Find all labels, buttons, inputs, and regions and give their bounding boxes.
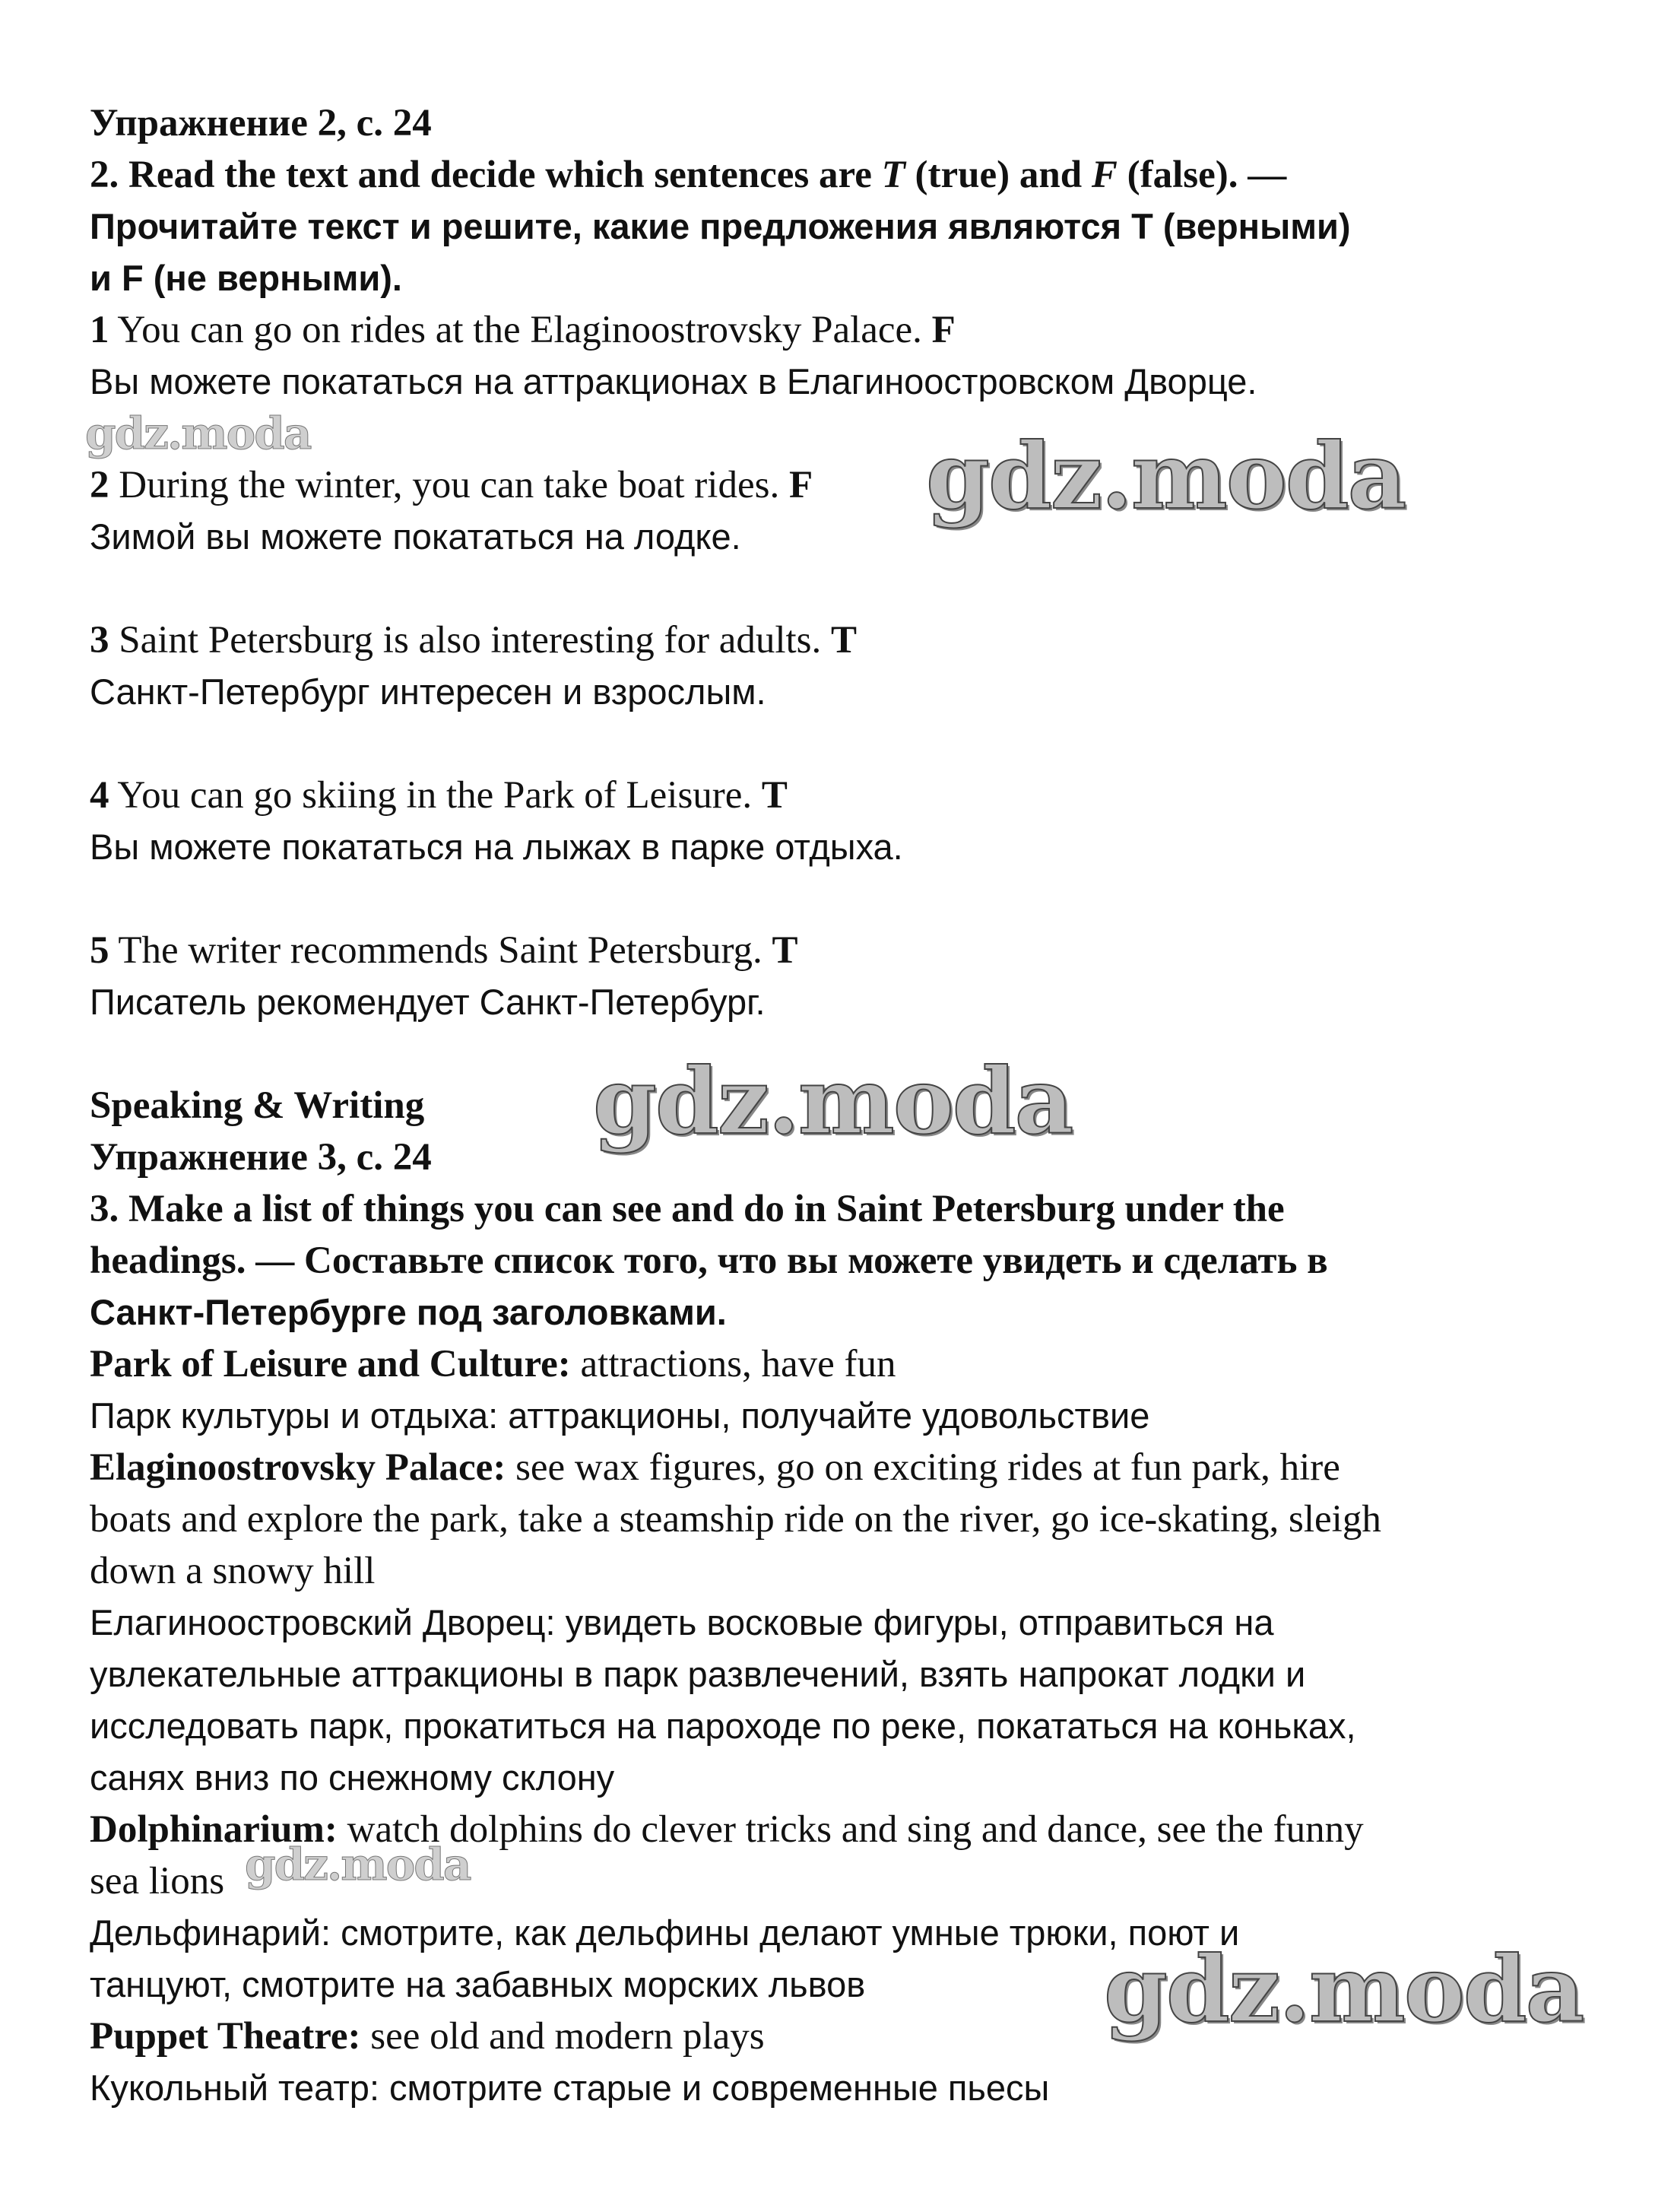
statement-5: 5 The writer recommends Saint Petersburg. T: [90, 929, 798, 972]
palace-entry: down a snowy hill: [90, 1550, 376, 1592]
watermark-logo: gdz.moda: [1104, 1936, 1584, 2043]
puppet-theatre-entry-translation: Кукольный театр: смотрите старые и современные пьесы: [90, 2068, 1050, 2108]
park-entry: Park of Leisure and Culture: attractions, have fun: [90, 1343, 896, 1385]
palace-entry-translation: увлекательные аттракционы в парк развлечений, взять напрокат лодки и: [90, 1654, 1306, 1694]
watermark-logo: gdz.moda: [926, 423, 1406, 530]
exercise-3-task: headings. — Составьте список того, что вы можете увидеть и сделать в: [90, 1239, 1328, 1282]
exercise-2-heading: Упражнение 2, с. 24: [90, 102, 432, 144]
watermark-logo: gdz.moda: [245, 1839, 471, 1890]
answer-badge: T: [761, 774, 788, 817]
palace-entry-translation: Елагиноостровский Дворец: увидеть восковые фигуры, отправиться на: [90, 1602, 1274, 1642]
palace-entry-translation: санях вниз по снежному склону: [90, 1757, 615, 1798]
watermark-logo: gdz.moda: [85, 408, 311, 459]
answer-badge: F: [931, 309, 956, 351]
dolphinarium-entry: sea lions: [90, 1860, 225, 1903]
statement-1-translation: Вы можете покататься на аттракционах в Елагиноостровском Дворце.: [90, 361, 1257, 401]
exercise-2-task: 2. Read the text and decide which sentences are T (true) and F (false). —: [90, 154, 1287, 196]
statement-5-translation: Писатель рекомендует Санкт-Петербург.: [90, 982, 766, 1022]
statement-2-translation: Зимой вы можете покататься на лодке.: [90, 516, 741, 557]
answer-badge: T: [772, 929, 798, 972]
dolphinarium-entry-translation: танцуют, смотрите на забавных морских львов: [90, 1964, 866, 2004]
statement-1: 1 You can go on rides at the Elaginoostrovsky Palace. F: [90, 309, 956, 351]
dolphinarium-entry-translation: Дельфинарий: смотрите, как дельфины делают умные трюки, поют и: [90, 1912, 1240, 1953]
exercise-2-task-ru: Прочитайте текст и решите, какие предложения являются T (верными): [90, 206, 1351, 246]
statement-4: 4 You can go skiing in the Park of Leisure. T: [90, 774, 788, 817]
exercise-2-task-ru: и F (не верными).: [90, 258, 402, 298]
statement-4-translation: Вы можете покататься на лыжах в парке отдыха.: [90, 827, 903, 867]
answer-badge: T: [831, 619, 858, 662]
exercise-3-task: 3. Make a list of things you can see and do in Saint Petersburg under the: [90, 1188, 1285, 1230]
park-entry-translation: Парк культуры и отдыха: аттракционы, получайте удовольствие: [90, 1395, 1150, 1436]
palace-entry: Elaginoostrovsky Palace: see wax figures, go on exciting rides at fun park, hire: [90, 1446, 1340, 1489]
palace-entry: boats and explore the park, take a steamship ride on the river, go ice-skating, sleigh: [90, 1498, 1381, 1541]
answer-badge: F: [788, 464, 813, 506]
dolphinarium-entry: Dolphinarium: watch dolphins do clever tricks and sing and dance, see the funny: [90, 1808, 1364, 1851]
section-title: Speaking & Writing: [90, 1084, 425, 1127]
exercise-3-task: Санкт-Петербурге под заголовками.: [90, 1292, 727, 1332]
statement-3: 3 Saint Petersburg is also interesting for adults. T: [90, 619, 858, 662]
watermark-logo: gdz.moda: [593, 1048, 1073, 1155]
statement-3-translation: Санкт-Петербург интересен и взрослым.: [90, 671, 766, 712]
statement-2: 2 During the winter, you can take boat rides. F: [90, 464, 813, 506]
palace-entry-translation: исследовать парк, прокатиться на пароходе по реке, покататься на коньках,: [90, 1706, 1356, 1746]
exercise-3-heading: Упражнение 3, с. 24: [90, 1136, 432, 1179]
puppet-theatre-entry: Puppet Theatre: see old and modern plays: [90, 2015, 765, 2058]
